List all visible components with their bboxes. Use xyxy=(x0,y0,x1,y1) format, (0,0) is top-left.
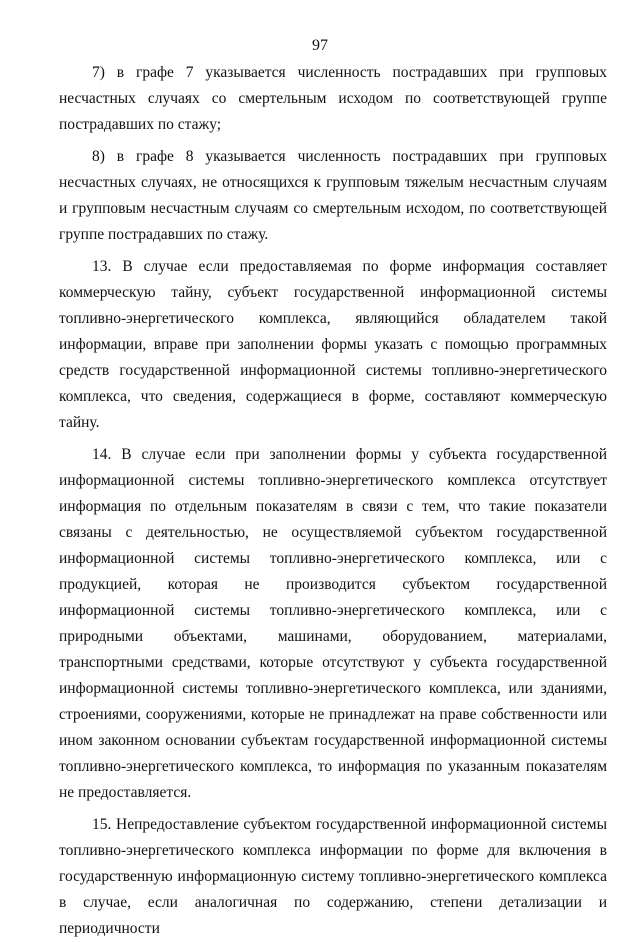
paragraph-item-8: 8) в графе 8 указывается численность пострадавших при групповых несчастных случаях, не относящихся к групповым тяжелым несчастным случаям и групповым несчастным случаям со смертельным исходом, по соответствующей группе пострадавших по стажу. xyxy=(59,148,607,243)
paragraph-13: 13. В случае если предоставляемая по форме информация составляет коммерческую тайну, субъект государственной информационной системы топливно-энергетического комплекса, являющийся обладателем такой информации, вправе при заполнении формы указать с помощью программных средств государственной информационной системы топливно-энергетического комплекса, что сведения, содержащиеся в форме, составляют коммерческую тайну. xyxy=(59,258,607,431)
paragraph-15: 15. Непредоставление субъектом государственной информационной системы топливно-энергетического комплекса информации по форме для включения в государственную информационную систему топливно-энергетического комплекса в случае, если аналогичная по содержанию, степени детализации и периодичности xyxy=(59,816,607,937)
page-number: 97 xyxy=(312,37,328,54)
document-body xyxy=(59,60,607,942)
paragraph-item-7: 7) в графе 7 указывается численность пострадавших при групповых несчастных случаях со смертельным исходом по соответствующей группе пострадавших по стажу; xyxy=(59,64,607,133)
paragraph-14: 14. В случае если при заполнении формы у субъекта государственной информационной системы топливно-энергетического комплекса отсутствует информация по отдельным показателям в связи с тем, что такие показатели связаны с деятельностью, не осуществляемой субъектом государственной информационной системы топливно-энергетического комплекса, или с продукцией, которая не производится субъектом государственной информационной системы топливно-энергетического комплекса, или с природными объектами, машинами, оборудованием, материалами, транспортными средствами, которые отсутствуют у субъекта государственной информационной системы топливно-энергетического комплекса, или зданиями, строениями, сооружениями, которые не принадлежат на праве собственности или ином законном основании субъектам государственной информационной системы топливно-энергетического комплекса, то информация по указанным показателям не предоставляется. xyxy=(59,446,607,801)
